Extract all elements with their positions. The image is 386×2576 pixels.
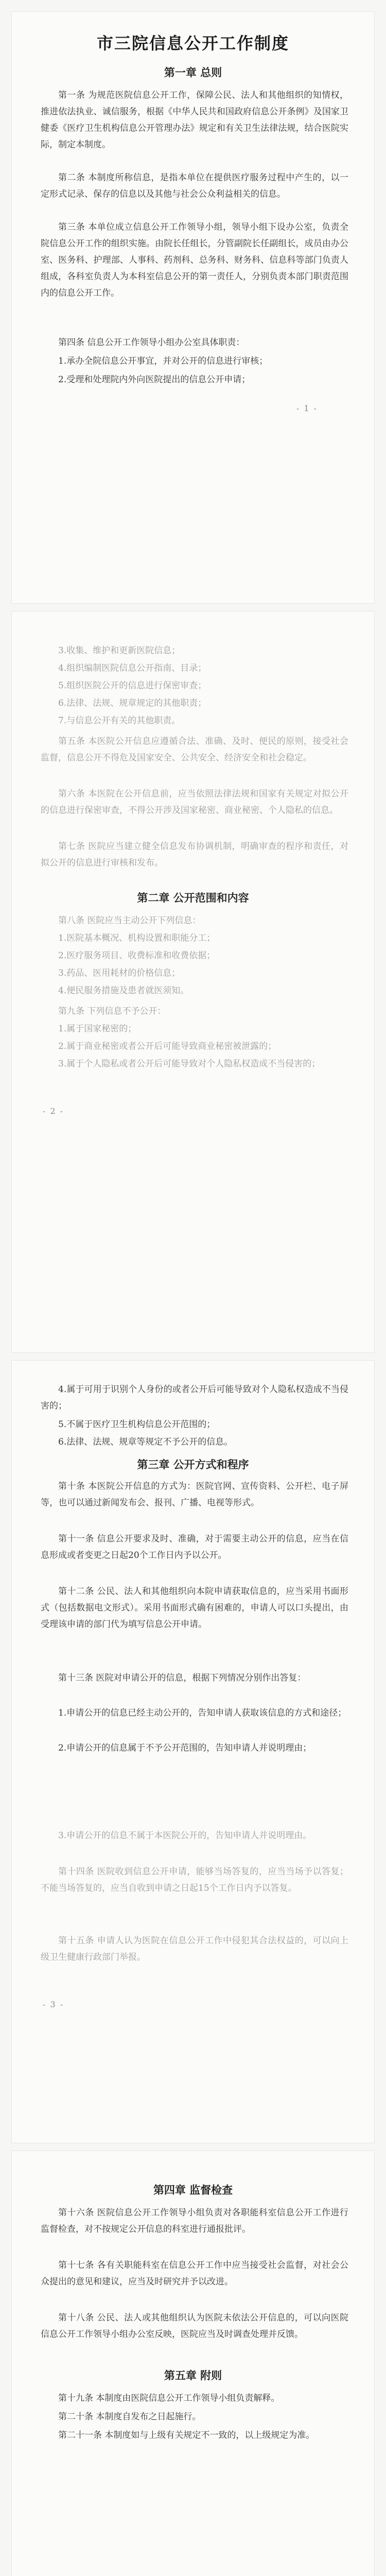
article-10: 第十条 本医院公开信息的方式为：医院官网、宣传资料、公开栏、电子屏等，也可以通过新闻发布会、报刊、广播、电视等形式。 xyxy=(41,1481,348,1508)
list-item: 2.医疗服务项目、收费标准和收费依据； xyxy=(58,951,216,961)
document-page-1 xyxy=(11,11,375,604)
list-item: 5.组织医院公开的信息进行保密审查； xyxy=(58,681,207,691)
list-item: 7.与信息公开有关的其他职责。 xyxy=(58,716,181,726)
document-page-2 xyxy=(11,611,375,1353)
list-item: 3.药品、医用耗材的价格信息； xyxy=(58,968,181,978)
article-21: 第二十一条 本制度如与上级有关规定不一致的，以上级规定为准。 xyxy=(58,2430,315,2441)
article-18: 第十八条 公民、法人或其他组织认为医院未依法公开信息的，可以向医院信息公开工作领导小组办公室反映，医院应当及时调查处理并反馈。 xyxy=(41,2313,348,2340)
article-11: 第十一条 信息公开要求及时、准确，对于需要主动公开的信息，应当在信息形成或者变更之日起20个工作日内予以公开。 xyxy=(41,1534,348,1561)
list-item: 6.法律、法规、规章规定的其他职责； xyxy=(58,698,207,708)
article-1: 第一条 为规范医院信息公开工作，保障公民、法人和其他组织的知情权，推进依法执业、诚信服务，根据《中华人民共和国政府信息公开条例》及国家卫健委《医疗卫生机构信息公开管理办法》规定和有关卫生法律法规，结合医院实际，制定本制度。 xyxy=(41,90,348,150)
page-number: - 2 - xyxy=(43,1106,64,1116)
list-item: 2.属于商业秘密或者公开后可能导致商业秘密被泄露的； xyxy=(58,1041,277,1052)
list-item: 4.属于可用于识别个人身份的或者公开后可能导致对个人隐私权造成不当侵害的； xyxy=(41,1384,348,1411)
document-title: 市三院信息公开工作制度 xyxy=(96,33,289,53)
article-3: 第三条 本单位成立信息公开工作领导小组，领导小组下设办公室，负责全院信息公开工作的组织实施。由院长任组长，分管副院长任副组长，成员由办公室、医务科、护理部、人事科、药剂科、总务科、财务科、信息科等部门负责人组成，各科室负责人为本科室信息公开的第一责任人，分别负责本部门职责范围内的信息公开工作。 xyxy=(41,222,348,298)
document-page-4 xyxy=(11,2150,375,2576)
list-item: 4.组织编制医院信息公开指南、目录； xyxy=(58,663,207,673)
list-item: 3.收集、维护和更新医院信息； xyxy=(58,646,181,656)
article-9: 第九条 下列信息不予公开： xyxy=(58,1006,166,1016)
article-7: 第七条 医院应当建立健全信息发布协调机制，明确审查的程序和责任，对拟公开的信息进行审核和发布。 xyxy=(41,841,348,868)
list-item: 6.法律、法规、规章等规定不予公开的信息。 xyxy=(58,1437,233,1447)
chapter-1-heading: 第一章 总则 xyxy=(164,66,222,79)
list-item: 1.属于国家秘密的； xyxy=(58,1024,137,1034)
page-number: - 1 - xyxy=(296,403,318,413)
article-4-item-2: 2.受理和处理院内外向医院提出的信息公开申请； xyxy=(58,375,251,385)
article-17: 第十七条 各有关职能科室在信息公开工作中应当接受社会监督，对社会公众提出的意见和建议，应当及时研究并予以改进。 xyxy=(41,2260,348,2287)
list-item: 1.申请公开的信息已经主动公开的，告知申请人获取该信息的方式和途径； xyxy=(58,1708,347,1718)
article-13: 第十三条 医院对申请公开的信息，根据下列情况分别作出答复： xyxy=(58,1673,306,1683)
chapter-3-heading: 第三章 公开方式和程序 xyxy=(137,1458,249,1471)
list-item: 2.申请公开的信息属于不予公开范围的，告知申请人并说明理由； xyxy=(58,1743,312,1753)
list-item: 1.医院基本概况、机构设置和职能分工； xyxy=(58,933,216,943)
article-14: 第十四条 医院收到信息公开申请，能够当场答复的，应当当场予以答复；不能当场答复的，应当自收到申请之日起15个工作日内予以答复。 xyxy=(41,1867,348,1893)
chapter-4-heading: 第四章 监督检查 xyxy=(153,2183,233,2196)
list-item: 5.不属于医疗卫生机构信息公开范围的； xyxy=(58,1419,216,1430)
chapter-5-heading: 第五章 附则 xyxy=(164,2369,222,2382)
article-8: 第八条 医院应当主动公开下列信息： xyxy=(58,916,201,926)
chapter-2-heading: 第二章 公开范围和内容 xyxy=(137,891,249,904)
article-16: 第十六条 医院信息公开工作领导小组负责对各职能科室信息公开工作进行监督检查，对不按规定公开信息的科室进行通报批评。 xyxy=(41,2208,348,2234)
article-2: 第二条 本制度所称信息，是指本单位在提供医疗服务过程中产生的，以一定形式记录、保存的信息以及其他与社会公众利益相关的信息。 xyxy=(41,173,348,199)
article-4-item-1: 1.承办全院信息公开事宜，并对公开的信息进行审核； xyxy=(58,356,268,366)
article-15: 第十五条 申请人认为医院在信息公开工作中侵犯其合法权益的，可以向上级卫生健康行政部门举报。 xyxy=(41,1936,348,1962)
article-5: 第五条 本医院公开信息应遵循合法、准确、及时、便民的原则，接受社会监督，信息公开不得危及国家安全、公共安全、经济安全和社会稳定。 xyxy=(41,736,348,763)
list-item: 3.申请公开的信息不属于本医院公开的，告知申请人并说明理由。 xyxy=(58,1831,312,1841)
page-number: - 3 - xyxy=(43,1999,64,2009)
article-20: 第二十条 本制度自发布之日起施行。 xyxy=(58,2412,201,2422)
article-19: 第十九条 本制度由医院信息公开工作领导小组负责解释。 xyxy=(58,2393,280,2403)
document-page-3 xyxy=(11,1360,375,2143)
list-item: 4.便民服务措施及患者就医须知。 xyxy=(58,986,189,996)
article-6: 第六条 本医院在公开信息前，应当依照法律法规和国家有关规定对拟公开的信息进行保密审查，不得公开涉及国家秘密、商业秘密、个人隐私的信息。 xyxy=(41,789,348,816)
article-4: 第四条 信息公开工作领导小组办公室具体职责： xyxy=(58,337,245,348)
article-12: 第十二条 公民、法人和其他组织向本院申请获取信息的，应当采用书面形式（包括数据电文形式）。采用书面形式确有困难的，申请人可以口头提出，由受理该申请的部门代为填写信息公开申请。 xyxy=(41,1586,348,1630)
list-item: 3.属于个人隐私或者公开后可能导致对个人隐私权造成不当侵害的； xyxy=(58,1059,321,1069)
